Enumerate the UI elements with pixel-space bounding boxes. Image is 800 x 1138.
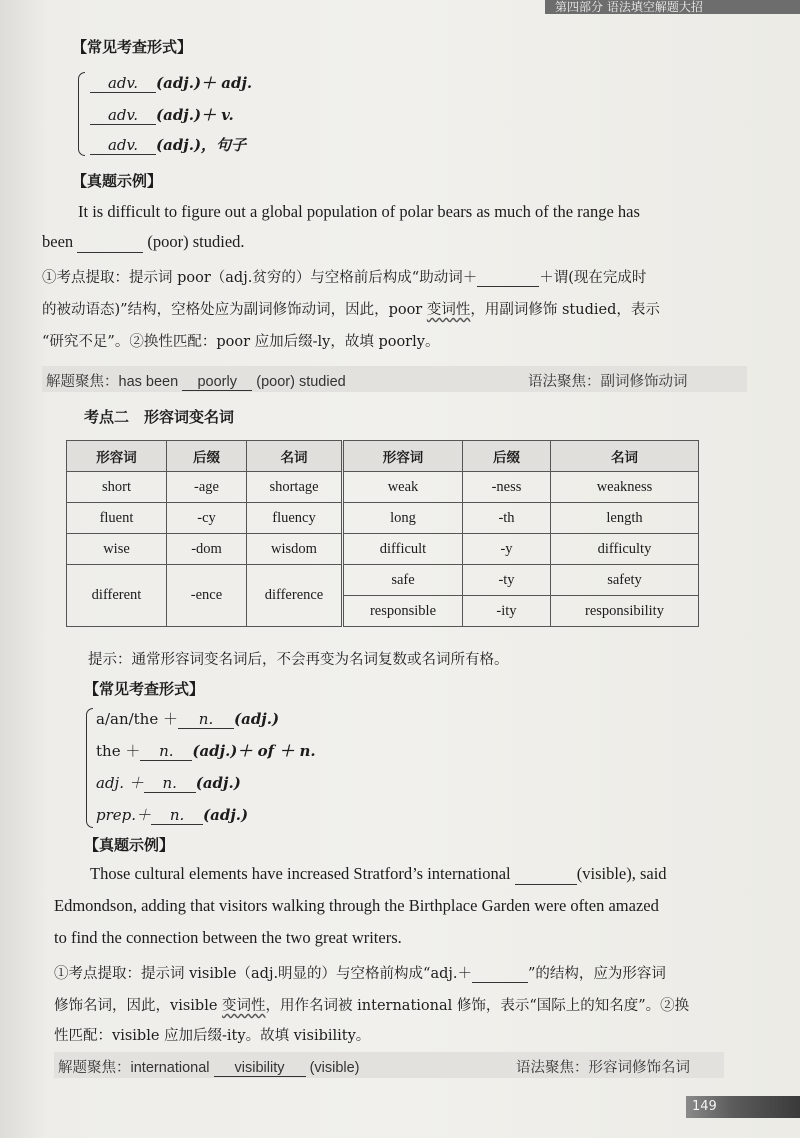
- analysis-line: ①考点提取：提示词 poor（adj.贫穷的）与空格前后构成“助动词＋ ＋谓(现在完成时: [42, 270, 647, 286]
- analysis-line: 修饰名词，因此，visible 变词性，用作名词被 international 修饰，表示“国际上的知名度”。②换: [54, 998, 690, 1014]
- answer-blank: [515, 864, 577, 885]
- forms-brace: [78, 72, 85, 156]
- analysis-line: 的被动语态)”结构，空格处应为副词修饰动词，因此，poor 变词性，用副词修饰 studied，表示: [42, 302, 660, 318]
- form-line: a/an/the ＋ n. (adj.): [96, 710, 280, 728]
- example-sentence-line: Those cultural elements have increased Stratford’s international (visible), said: [90, 864, 667, 883]
- example-sentence-line: been (poor) studied.: [42, 232, 245, 251]
- example-sentence-line: It is difficult to figure out a global population of polar bears as much of the range has: [78, 202, 640, 221]
- analysis-line: ①考点提取：提示词 visible（adj.明显的）与空格前构成“adj.＋ ”的结构，应为形容词: [54, 966, 666, 982]
- form-line: adv. (adj.)＋ adj.: [90, 72, 252, 93]
- vocab-table: [66, 440, 699, 627]
- form-line: the ＋ n. (adj.)＋ of ＋ n.: [96, 742, 316, 760]
- table-row: responsible -ity responsibility: [67, 596, 699, 627]
- page-number: 149: [686, 1096, 800, 1118]
- section-title: 考点二 形容词变名词: [84, 408, 235, 426]
- table-row: different -ence difference safe -ty safety: [67, 565, 699, 596]
- example-sentence-line: to find the connection between the two great writers.: [54, 928, 402, 947]
- analysis-line: 性匹配：visible 应加后缀-ity。故填 visibility。: [54, 1028, 371, 1044]
- form-line: adv. (adj.)＋ v.: [90, 104, 234, 125]
- focus-line: 解题聚焦：international visibility (visible): [58, 1060, 360, 1076]
- running-head: 第四部分 语法填空解题大招: [545, 0, 800, 14]
- forms-brace: [86, 708, 93, 828]
- table-row: wise -dom wisdom difficult -y difficulty: [67, 534, 699, 565]
- example-sentence-line: Edmondson, adding that visitors walking through the Birthplace Garden were often amazed: [54, 896, 659, 915]
- form-line: prep.＋ n. (adj.): [96, 806, 249, 824]
- table-header-row: 形容词 后缀 名词 形容词 后缀 名词: [67, 441, 699, 472]
- form-line: adj. ＋ n. (adj.): [96, 774, 241, 792]
- table-row: fluent -cy fluency long -th length: [67, 503, 699, 534]
- example-header: 【真题示例】: [72, 172, 163, 190]
- grammar-focus: 语法聚焦：形容词修饰名词: [516, 1060, 690, 1076]
- example-header: 【真题示例】: [84, 836, 175, 854]
- focus-line: 解题聚焦：has been poorly (poor) studied: [46, 374, 346, 390]
- tip-text: 提示：通常形容词变名词后，不会再变为名词复数或名词所有格。: [88, 652, 509, 668]
- forms-header: 【常见考查形式】: [72, 38, 193, 56]
- table-row: short -age shortage weak -ness weakness: [67, 472, 699, 503]
- analysis-line: “研究不足”。②换性匹配：poor 应加后缀-ly，故填 poorly。: [42, 334, 440, 350]
- form-line: adv. (adj.)，句子: [90, 134, 246, 155]
- forms-header: 【常见考查形式】: [84, 680, 205, 698]
- grammar-focus: 语法聚焦：副词修饰动词: [528, 374, 688, 390]
- answer-blank: [77, 232, 143, 253]
